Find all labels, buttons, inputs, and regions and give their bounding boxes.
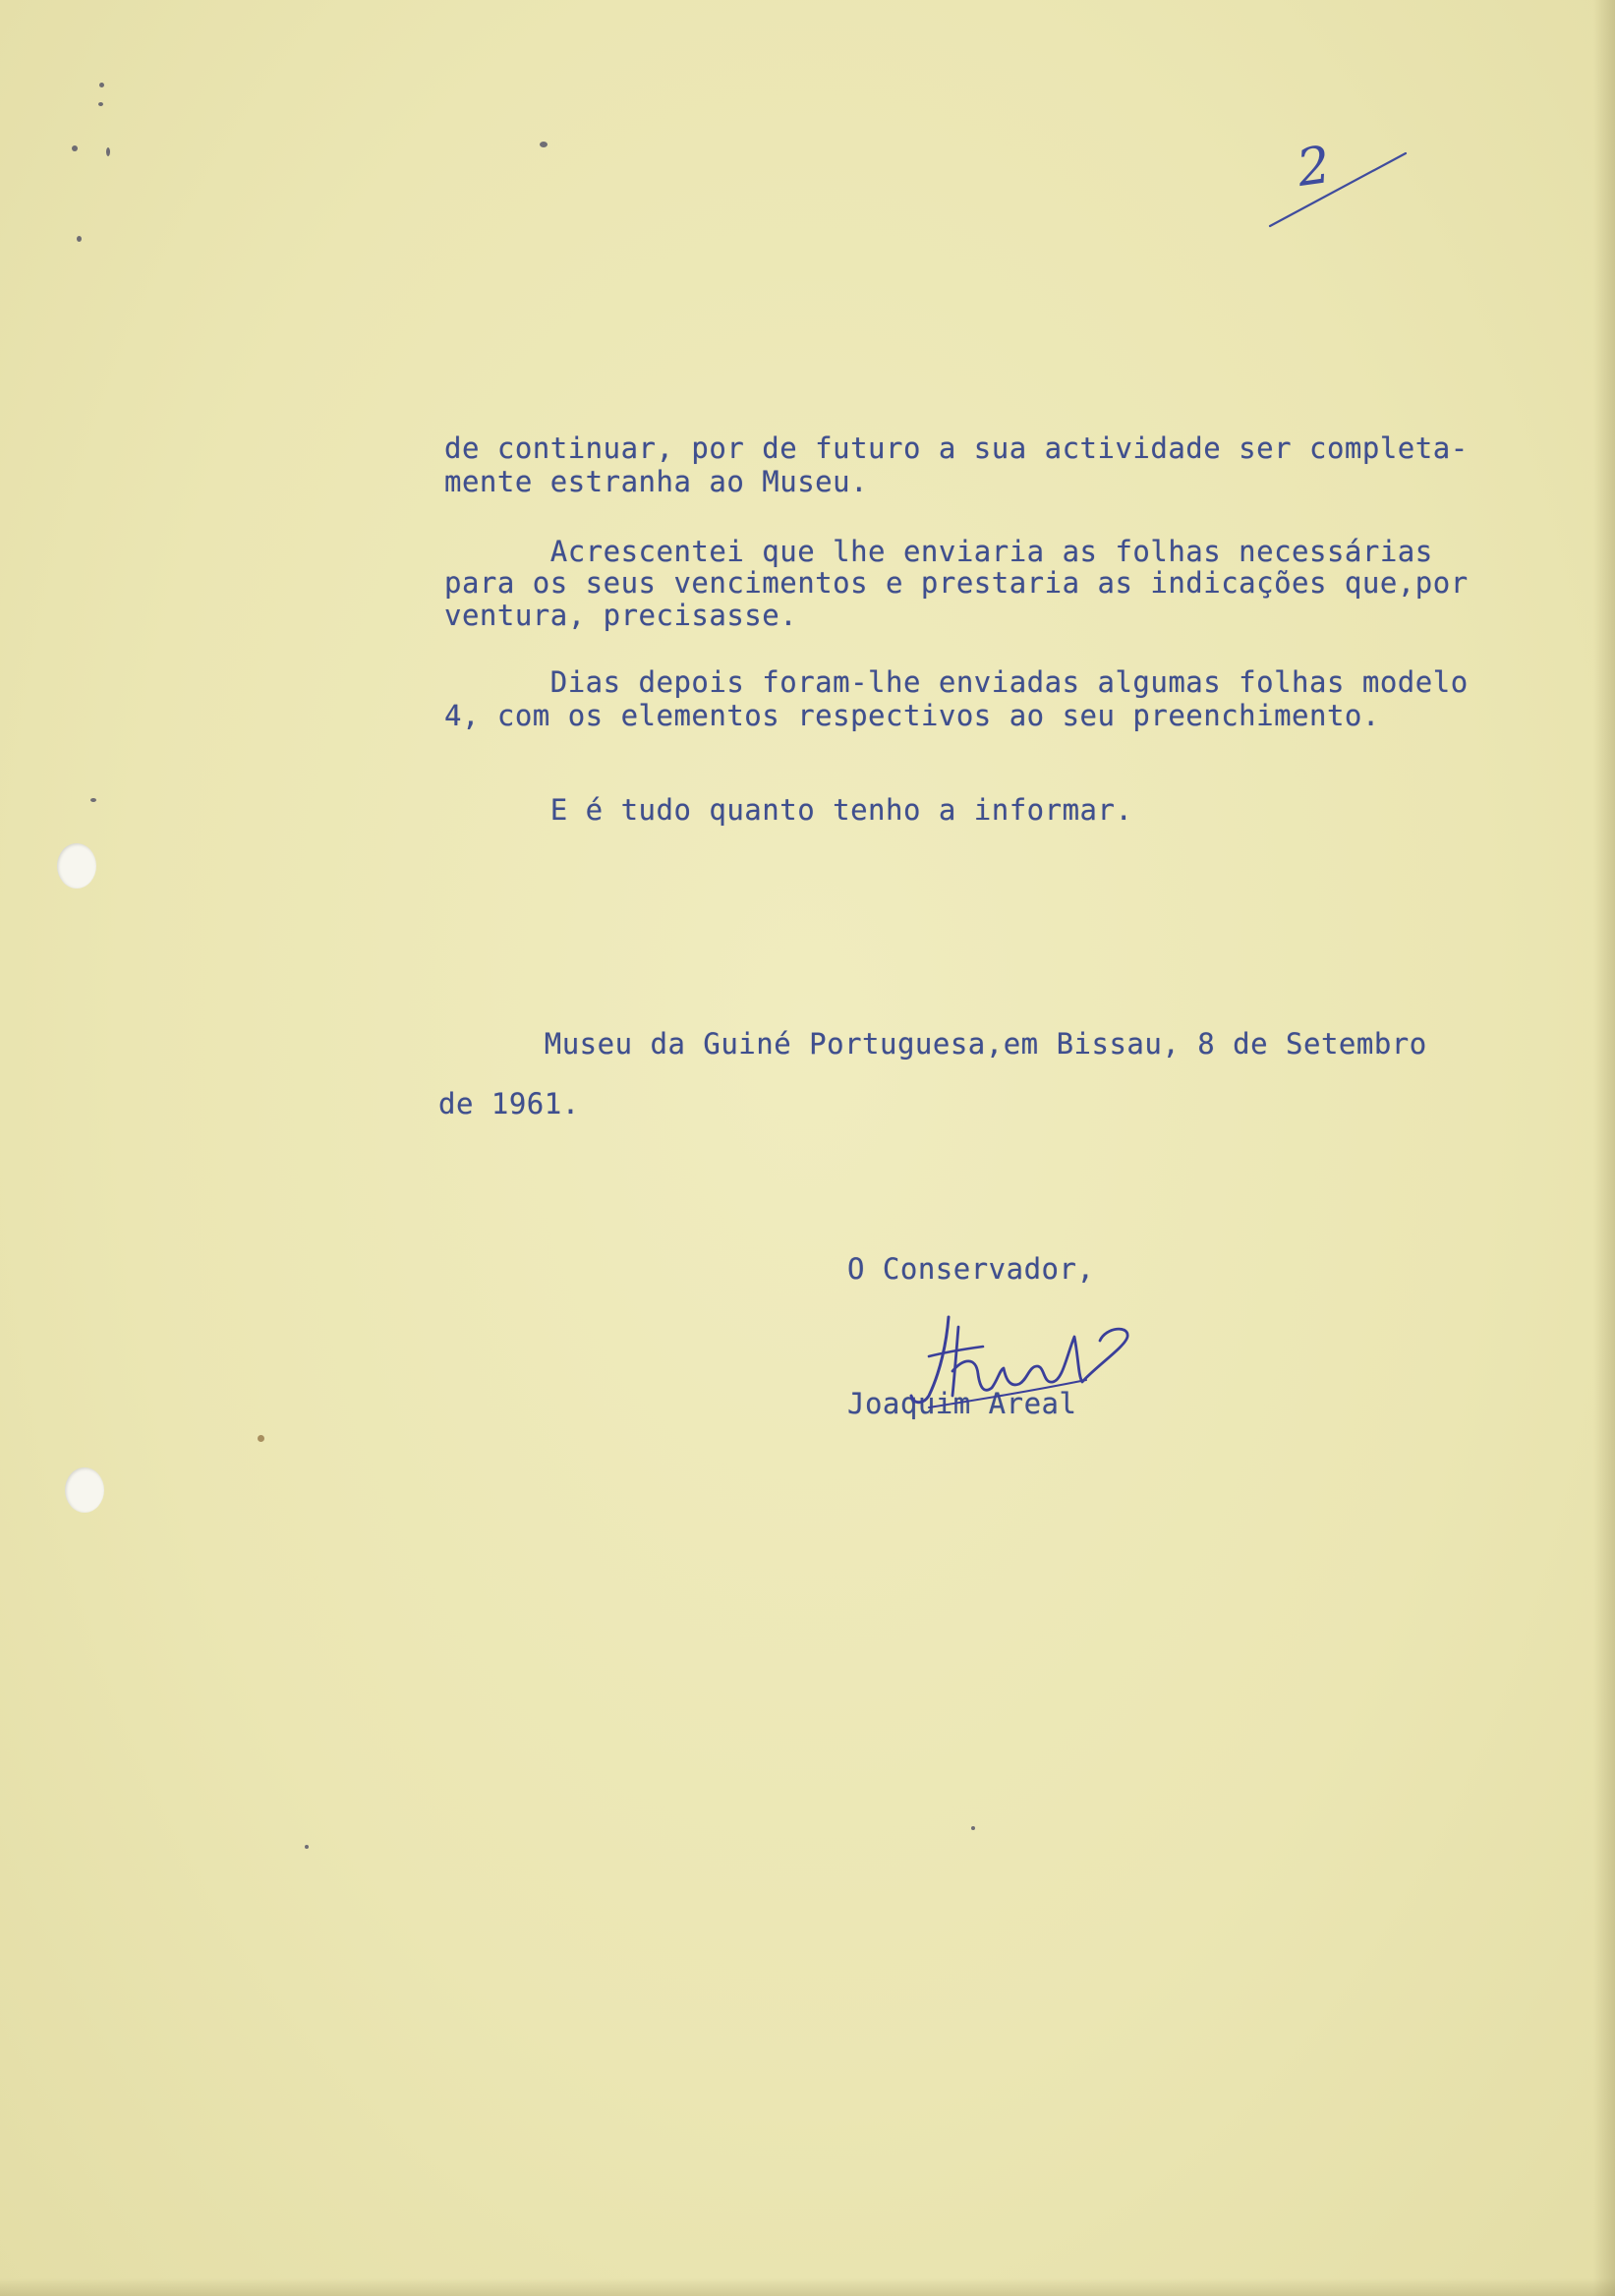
page-number-underline <box>1258 135 1415 236</box>
paper-speck <box>90 798 96 802</box>
handwritten-signature <box>890 1297 1145 1425</box>
paragraph-3-line-2: 4, com os elementos respectivos ao seu preenchimento. <box>444 699 1380 732</box>
paper-speck <box>77 236 82 242</box>
place-date-line-1: Museu da Guiné Portuguesa,em Bissau, 8 de Setembro <box>438 1027 1427 1061</box>
paragraph-1-line-1: de continuar, por de futuro a sua actividade ser completa- <box>444 431 1469 465</box>
paper-speck <box>98 102 103 106</box>
paper-speck <box>540 142 548 147</box>
place-date-line-2: de 1961. <box>438 1087 580 1120</box>
paper-speck <box>99 83 104 87</box>
paper-speck <box>106 147 110 156</box>
page-number-text: 2 <box>1293 135 1335 200</box>
punch-hole-lower <box>65 1467 104 1513</box>
punch-hole-upper <box>57 843 96 889</box>
signature-name: Joaquim Areal <box>847 1387 1077 1420</box>
paragraph-2-line-2: para os seus vencimentos e prestaria as indicações que,por <box>444 566 1469 600</box>
paragraph-2-line-1: Acrescentei que lhe enviaria as folhas necessárias <box>444 535 1433 568</box>
paragraph-3-line-1: Dias depois foram-lhe enviadas algumas folhas modelo <box>444 665 1469 699</box>
paper-edge-shadow-bottom <box>0 2278 1615 2296</box>
paragraph-1-line-2: mente estranha ao Museu. <box>444 465 869 498</box>
signature-title: O Conservador, <box>847 1252 1095 1286</box>
paper-speck <box>72 145 78 151</box>
paper-speck <box>305 1845 309 1849</box>
paragraph-2-line-3: ventura, precisasse. <box>444 599 798 632</box>
paper-speck <box>971 1826 975 1830</box>
paper-edge-shadow-right <box>1593 0 1615 2296</box>
paragraph-4-line-1: E é tudo quanto tenho a informar. <box>444 793 1133 827</box>
paper-speck <box>258 1435 264 1442</box>
